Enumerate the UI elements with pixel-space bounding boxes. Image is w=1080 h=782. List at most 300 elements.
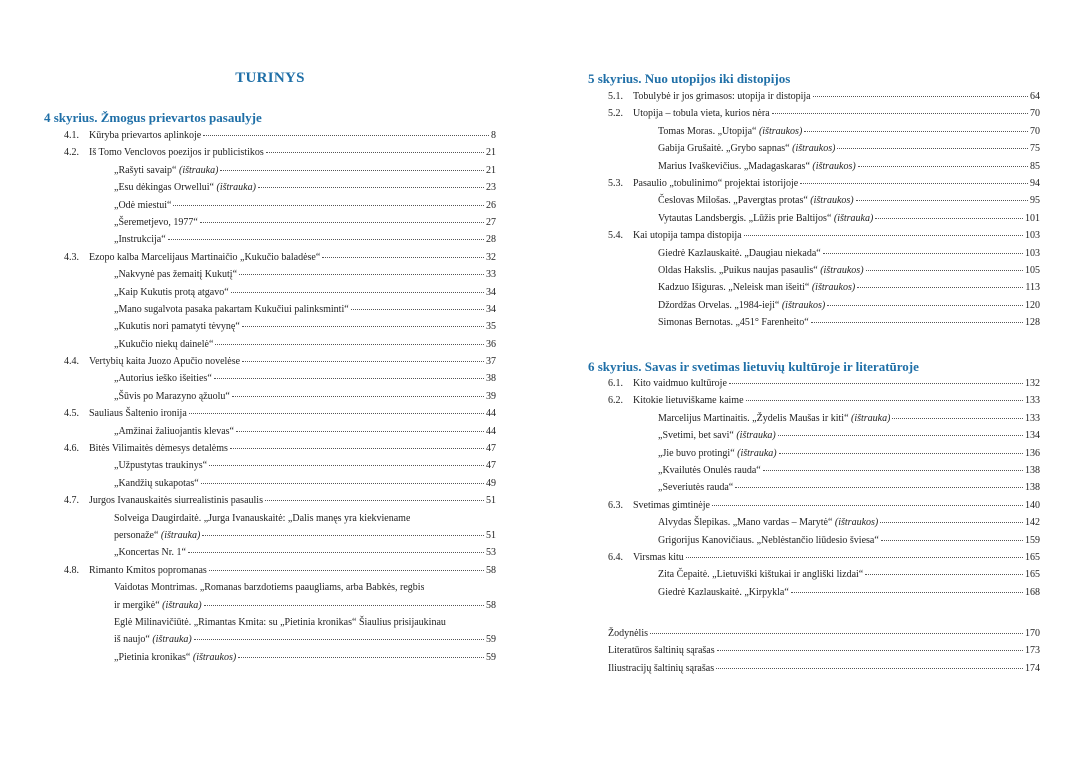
- toc-page-number: 26: [486, 199, 496, 211]
- toc-entry-note: (ištrauka): [736, 430, 776, 442]
- toc-entry[interactable]: [608, 479, 1040, 496]
- toc-entry[interactable]: [608, 140, 1040, 157]
- toc-entry[interactable]: [64, 440, 496, 457]
- toc-entry[interactable]: [64, 492, 496, 509]
- toc-page-number: 36: [486, 338, 496, 350]
- toc-entry-title: [633, 445, 777, 462]
- toc-entry[interactable]: [608, 375, 1040, 392]
- toc-page-number: 47: [486, 460, 496, 472]
- toc-entry[interactable]: [608, 410, 1040, 427]
- right-page: [540, 0, 1080, 782]
- toc-entry-number: 5.3.: [608, 177, 623, 189]
- toc-entry-title: [633, 479, 733, 496]
- toc-entry[interactable]: [608, 584, 1040, 601]
- toc-entry-text: Zita Čepaitė. „Lietuviški kištukai ir angliški lizdai“: [658, 569, 864, 581]
- toc-entry-title: [89, 214, 198, 231]
- toc-page-number: 34: [486, 303, 496, 315]
- dot-leader: [194, 639, 484, 640]
- toc-entry-text: Bitės Vilimaitės dėmesys detalėms: [89, 443, 228, 455]
- toc-entry-title: [633, 566, 863, 583]
- toc-entry-title: [89, 127, 201, 144]
- dot-leader: [779, 453, 1023, 454]
- toc-page-number: 44: [486, 408, 496, 420]
- toc-entry-title: [89, 649, 236, 666]
- toc-entry-title: [89, 197, 171, 214]
- toc-entry-note: (ištrauka): [737, 447, 777, 459]
- toc-page-number: 37: [486, 356, 496, 368]
- toc-page-number: 64: [1030, 91, 1040, 102]
- toc-entry-title: [89, 405, 187, 422]
- dot-leader: [729, 383, 1023, 384]
- toc-entry-text: Simonas Bernotas. „451° Farenheito“: [658, 317, 809, 329]
- toc-entry[interactable]: [608, 88, 1040, 105]
- toc-entry-number: 6.4.: [608, 551, 623, 563]
- toc-entry-title: [633, 297, 825, 314]
- toc-page-number: 33: [486, 269, 496, 281]
- toc-entry[interactable]: [608, 427, 1040, 444]
- toc-entry-title: [89, 475, 199, 492]
- toc-entry-number: 4.8.: [64, 564, 79, 576]
- dot-leader: [827, 305, 1023, 306]
- toc-page-number: 70: [1030, 125, 1040, 137]
- toc-entry-text: „Jie buvo protingi“: [658, 447, 738, 459]
- toc-entry-title: [633, 105, 770, 122]
- dot-leader: [231, 292, 484, 293]
- toc-entry-text: „Amžinai žaliuojantis klevas“: [114, 425, 234, 437]
- toc-entry[interactable]: [64, 179, 496, 196]
- toc-entry-text: Marius Ivaškevičius. „Madagaskaras“: [658, 160, 813, 172]
- toc-entry-note: (ištraukos): [810, 195, 854, 207]
- toc-entry-text: „Mano sugalvota pasaka pakartam Kukučiui palinksminti“: [114, 303, 349, 315]
- toc-entry-title: [633, 123, 802, 140]
- toc-entry-text: „Šūvis po Marazyno ąžuolu“: [114, 390, 230, 402]
- toc-entry[interactable]: [608, 297, 1040, 314]
- toc-entry[interactable]: [64, 457, 496, 474]
- toc-page-number: 138: [1025, 464, 1040, 476]
- toc-entry-text: Kitokie lietuviškame kaime: [633, 395, 744, 407]
- dot-leader: [866, 270, 1023, 271]
- dot-leader: [875, 218, 1023, 219]
- toc-entry-title: [633, 192, 854, 209]
- toc-entry-note: (ištrauka): [152, 634, 192, 646]
- toc-entry[interactable]: [64, 388, 496, 405]
- toc-entry[interactable]: [608, 262, 1040, 279]
- toc-entry-note: (ištraukos): [812, 160, 856, 172]
- toc-entry-title: [608, 660, 714, 677]
- dot-leader: [858, 166, 1028, 167]
- toc-entry-number: 4.4.: [64, 356, 79, 368]
- toc-page-number: 173: [1025, 645, 1040, 657]
- toc-entry-title: [89, 440, 228, 457]
- toc-entry-title: [633, 514, 878, 531]
- dot-leader: [209, 465, 484, 466]
- chapter-6-entries: [608, 375, 1040, 601]
- toc-entry-note: (ištraukos): [820, 264, 864, 276]
- toc-entry[interactable]: [608, 642, 1040, 659]
- dot-leader: [242, 326, 484, 327]
- toc-entry-title: [89, 370, 212, 387]
- dot-leader: [239, 274, 484, 275]
- toc-page-number: 75: [1030, 143, 1040, 155]
- toc-entry-text: Vertybių kaita Juozo Apučio novelėse: [89, 356, 241, 368]
- chapter-4-heading: 4 skyrius. Žmogus prievartos pasaulyje: [44, 110, 262, 125]
- dot-leader: [892, 418, 1023, 419]
- dot-leader: [265, 500, 484, 501]
- toc-entry-text: Solveiga Daugirdaitė. „Jurga Ivanauskaitė: „Dalis manęs yra kiekviename: [114, 512, 411, 524]
- toc-page-number: 168: [1025, 586, 1040, 598]
- toc-page-number: 132: [1025, 378, 1040, 389]
- toc-entry-text: Kai utopija tampa distopija: [633, 230, 742, 242]
- toc-entry[interactable]: [64, 318, 496, 335]
- dot-leader: [266, 152, 484, 153]
- toc-entry-text: Svetimas gimtinėje: [633, 499, 710, 511]
- toc-entry-text: „Odė miestui“: [114, 199, 172, 211]
- toc-page-number: 95: [1030, 195, 1040, 207]
- toc-page-number: 138: [1025, 482, 1040, 494]
- toc-entry-number: 4.5.: [64, 408, 79, 420]
- toc-page-number: 59: [486, 634, 496, 646]
- toc-entry-title: [633, 462, 761, 479]
- toc-entry[interactable]: [64, 144, 496, 161]
- dot-leader: [201, 483, 484, 484]
- toc-entry-title: [633, 158, 856, 175]
- toc-page-number: 105: [1025, 264, 1040, 276]
- toc-entry[interactable]: [608, 158, 1040, 175]
- toc-entry-title: [89, 249, 320, 266]
- toc-entry-text: Vaidotas Montrimas. „Romanas barzdotiems paaugliams, arba Babkės, regbis: [114, 582, 425, 594]
- toc-page-number: 53: [486, 547, 496, 559]
- toc-page-number: 21: [486, 164, 496, 176]
- toc-page-number: 170: [1025, 628, 1040, 639]
- toc-page-number: 140: [1025, 499, 1040, 511]
- toc-page-number: 133: [1025, 412, 1040, 424]
- toc-entry-title: [89, 457, 207, 474]
- toc-entry-title: [89, 597, 202, 614]
- toc-entry-text: Iš Tomo Venclovos poezijos ir publicistikos: [89, 147, 264, 159]
- toc-entry[interactable]: [64, 579, 496, 596]
- toc-entry-text: „Esu dėkingas Orwellui“: [114, 182, 217, 194]
- toc-entry[interactable]: [608, 566, 1040, 583]
- toc-entry[interactable]: [64, 284, 496, 301]
- toc-entry[interactable]: [64, 562, 496, 579]
- toc-page-number: 134: [1025, 430, 1040, 442]
- toc-entry-title: [633, 497, 710, 514]
- dot-leader: [203, 135, 489, 136]
- toc-entry[interactable]: [64, 614, 496, 631]
- toc-entry-text: Alvydas Šlepikas. „Mano vardas – Marytė“: [658, 517, 835, 529]
- toc-entry-number: 4.3.: [64, 251, 79, 263]
- toc-entry-title: [633, 549, 684, 566]
- toc-entry-note: (ištraukos): [811, 282, 856, 294]
- toc-entry-number: 6.1.: [608, 378, 623, 389]
- toc-entry-note: (ištrauka): [178, 164, 219, 176]
- toc-entry-text: „Severiutės rauda“: [658, 482, 734, 494]
- toc-entry-title: [633, 88, 811, 105]
- toc-entry-title: [89, 301, 349, 318]
- toc-entry[interactable]: [64, 597, 496, 614]
- toc-entry[interactable]: [608, 532, 1040, 549]
- toc-entry[interactable]: [608, 245, 1040, 262]
- toc-entry-text: „Užpustytas traukinys“: [114, 460, 208, 472]
- dot-leader: [823, 253, 1023, 254]
- toc-entry-text: „Kaip Kukutis protą atgavo“: [114, 286, 229, 298]
- toc-entry[interactable]: [64, 249, 496, 266]
- toc-entry-note: (ištrauka): [851, 412, 891, 424]
- toc-entry[interactable]: [64, 631, 496, 648]
- toc-entry-title: [89, 231, 166, 248]
- toc-entry-text: Utopija – tobula vieta, kurios nėra: [633, 108, 770, 120]
- toc-entry[interactable]: [608, 514, 1040, 531]
- toc-entry[interactable]: [608, 314, 1040, 331]
- toc-entry[interactable]: [64, 544, 496, 561]
- toc-entry[interactable]: [608, 123, 1040, 140]
- toc-page-number: 103: [1025, 247, 1040, 259]
- toc-entry[interactable]: [64, 162, 496, 179]
- toc-entry[interactable]: [608, 392, 1040, 409]
- toc-entry-text: „Instrukcija“: [114, 234, 166, 246]
- toc-entry-title: [633, 140, 835, 157]
- toc-page-number: 70: [1030, 108, 1040, 120]
- dot-leader: [168, 239, 484, 240]
- toc-entry[interactable]: [608, 227, 1040, 244]
- toc-page-number: 136: [1025, 447, 1040, 459]
- toc-entry-title: [89, 579, 424, 596]
- toc-entry-text: Kūryba prievartos aplinkoje: [89, 130, 202, 141]
- dot-leader: [778, 435, 1023, 436]
- toc-entry-title: [633, 279, 855, 296]
- toc-entry-text: Virsmas kitu: [633, 551, 684, 563]
- dot-leader: [772, 113, 1028, 114]
- toc-entry-title: [89, 162, 218, 179]
- toc-entry-text: Džordžas Orvelas. „1984-ieji“: [658, 299, 782, 311]
- toc-entry[interactable]: [608, 279, 1040, 296]
- toc-entry-text: Jurgos Ivanauskaitės siurrealistinis pasaulis: [89, 495, 263, 507]
- toc-page-number: 49: [486, 477, 496, 489]
- toc-entry[interactable]: [608, 625, 1040, 642]
- toc-entry-title: [89, 144, 264, 161]
- toc-entry[interactable]: [64, 127, 496, 144]
- toc-page-number: 44: [486, 425, 496, 437]
- toc-entry[interactable]: [64, 475, 496, 492]
- dot-leader: [791, 592, 1023, 593]
- toc-entry[interactable]: [64, 301, 496, 318]
- dot-leader: [880, 522, 1023, 523]
- dot-leader: [173, 205, 484, 206]
- toc-entry[interactable]: [608, 210, 1040, 227]
- dot-leader: [763, 470, 1023, 471]
- dot-leader: [351, 309, 484, 310]
- toc-entry[interactable]: [64, 336, 496, 353]
- dot-leader: [209, 570, 484, 571]
- toc-entry-text: Vytautas Landsbergis. „Lūžis prie Baltijos“: [658, 212, 834, 224]
- toc-entry-note: (ištraukos): [192, 651, 237, 663]
- toc-entry-text: Tobulybė ir jos grimasos: utopija ir distopija: [633, 91, 811, 102]
- dot-leader: [881, 540, 1023, 541]
- dot-leader: [650, 633, 1023, 634]
- toc-entry-title: [608, 625, 648, 642]
- toc-entry-title: [89, 614, 446, 631]
- toc-entry-text: Žodynėlis: [608, 628, 648, 639]
- toc-entry[interactable]: [608, 192, 1040, 209]
- toc-entry-text: Grigorijus Kanovičiaus. „Neblėstančio liūdesio šviesa“: [658, 534, 879, 546]
- toc-entry-title: [633, 584, 789, 601]
- toc-entry[interactable]: [64, 649, 496, 666]
- toc-entry-text: Česlovas Milošas. „Pavergtas protas“: [658, 195, 811, 207]
- toc-entry-number: 6.2.: [608, 395, 623, 407]
- toc-entry-text: Giedrė Kazlauskaitė. „Kirpykla“: [658, 586, 789, 598]
- toc-page-number: 133: [1025, 395, 1040, 407]
- toc-entry-title: [89, 492, 263, 509]
- toc-page-number: 47: [486, 443, 496, 455]
- toc-entry-text: Gabija Grušaitė. „Grybo sapnas“: [658, 143, 793, 155]
- toc-entry-text: Rimanto Kmitos popromanas: [89, 564, 207, 576]
- dot-leader: [746, 400, 1023, 401]
- toc-entry[interactable]: [64, 197, 496, 214]
- toc-entry[interactable]: [64, 266, 496, 283]
- toc-entry-title: [89, 318, 240, 335]
- dot-leader: [238, 657, 484, 658]
- dot-leader: [837, 148, 1028, 149]
- toc-page-number: 85: [1030, 160, 1040, 172]
- toc-entry-note: (ištrauka): [216, 182, 256, 194]
- toc-entry-text: Kito vaidmuo kultūroje: [633, 378, 727, 389]
- toc-entry-text: Tomas Moras. „Utopija“: [658, 125, 759, 137]
- dot-leader: [717, 650, 1023, 651]
- toc-entry-number: 5.2.: [608, 108, 623, 120]
- dot-leader: [188, 552, 484, 553]
- toc-entry-note: (ištrauka): [833, 212, 874, 224]
- dot-leader: [813, 96, 1028, 97]
- chapter-4-entries: [64, 127, 496, 666]
- toc-entry-text: „Rašyti savaip“: [114, 164, 179, 176]
- toc-entry-title: [89, 284, 229, 301]
- toc-entry-text: „Autorius ieško išeities“: [114, 373, 212, 385]
- toc-entry-title: [89, 527, 200, 544]
- dot-leader: [232, 396, 484, 397]
- toc-entry-title: [633, 210, 873, 227]
- toc-entry-text: „Kukutis nori pamatyti tėvynę“: [114, 321, 240, 333]
- toc-page-number: 8: [491, 130, 496, 141]
- toc-page-number: 51: [486, 495, 496, 507]
- toc-entry-title: [633, 227, 742, 244]
- toc-page-number: 101: [1025, 212, 1040, 224]
- toc-entry[interactable]: [64, 510, 496, 527]
- toc-entry-number: 4.6.: [64, 443, 79, 455]
- toc-entry-title: [89, 423, 234, 440]
- toc-entry[interactable]: [64, 214, 496, 231]
- toc-entry-text: Sauliaus Šaltenio ironija: [89, 408, 187, 420]
- toc-entry-title: [89, 266, 237, 283]
- toc-page-number: 113: [1025, 282, 1040, 294]
- dot-leader: [712, 505, 1023, 506]
- toc-entry-text: „Svetimi, bet savi“: [658, 430, 737, 442]
- toc-page-number: 59: [486, 651, 496, 663]
- toc-entry-text: Ezopo kalba Marcelijaus Martinaičio „Kukučio baladėse“: [89, 251, 321, 263]
- chapter-5-heading: 5 skyrius. Nuo utopijos iki distopijos: [588, 71, 791, 86]
- dot-leader: [811, 322, 1023, 323]
- appendix-entries: [608, 625, 1040, 677]
- toc-entry-text: „Kandžių sukapotas“: [114, 477, 199, 489]
- toc-entry-text: Kadzuo Išiguras. „Neleisk man išeiti“: [658, 282, 812, 294]
- chapter-5-entries: [608, 88, 1040, 331]
- dot-leader: [865, 574, 1023, 575]
- toc-entry-title: [633, 262, 864, 279]
- toc-entry[interactable]: [608, 660, 1040, 677]
- toc-entry[interactable]: [608, 105, 1040, 122]
- dot-leader: [804, 131, 1028, 132]
- toc-entry-text: Marcelijus Martinaitis. „Žydelis Maušas ir kiti“: [658, 412, 852, 424]
- toc-page-number: 94: [1030, 177, 1040, 189]
- toc-page-number: 23: [486, 182, 496, 194]
- dot-leader: [200, 222, 484, 223]
- toc-entry-note: (ištraukos): [758, 125, 803, 137]
- toc-entry-number: 4.7.: [64, 495, 79, 507]
- toc-entry-text: „Nakvynė pas žemaitį Kukutį“: [114, 269, 238, 281]
- toc-entry-text: ir mergikė“: [114, 599, 163, 611]
- toc-entry-note: (ištraukos): [781, 299, 826, 311]
- toc-page-number: 174: [1025, 662, 1040, 674]
- toc-entry-number: 4.2.: [64, 147, 79, 159]
- toc-entry-text: Iliustracijų šaltinių sąrašas: [608, 662, 715, 674]
- toc-entry[interactable]: [608, 549, 1040, 566]
- toc-entry-title: [89, 353, 240, 370]
- dot-leader: [322, 257, 484, 258]
- toc-entry-title: [633, 427, 776, 444]
- dot-leader: [857, 287, 1023, 288]
- toc-entry-title: [89, 336, 213, 353]
- toc-entry[interactable]: [64, 423, 496, 440]
- toc-entry[interactable]: [608, 462, 1040, 479]
- toc-entry-text: „Šeremetjevo, 1977“: [114, 216, 198, 228]
- toc-entry[interactable]: [64, 405, 496, 422]
- toc-entry-title: [633, 532, 879, 549]
- toc-entry-number: 5.1.: [608, 91, 623, 102]
- toc-entry[interactable]: [608, 445, 1040, 462]
- dot-leader: [189, 413, 484, 414]
- toc-entry-text: Eglė Milinavičiūtė. „Rimantas Kmita: su „Pietinia kronikas“ Šiaulius prisijaukinau: [114, 616, 446, 628]
- toc-entry-title: [89, 510, 410, 527]
- dot-leader: [744, 235, 1023, 236]
- toc-page-number: 58: [486, 564, 496, 576]
- toc-entry[interactable]: [608, 175, 1040, 192]
- toc-title: TURINYS: [235, 70, 305, 86]
- toc-entry-title: [608, 642, 715, 659]
- dot-leader: [230, 448, 484, 449]
- toc-entry[interactable]: [64, 353, 496, 370]
- toc-page-number: 142: [1025, 517, 1040, 529]
- dot-leader: [716, 668, 1023, 669]
- toc-entry-text: „Koncertas Nr. 1“: [114, 547, 186, 559]
- toc-entry[interactable]: [64, 231, 496, 248]
- chapter-6-heading: 6 skyrius. Savas ir svetimas lietuvių kultūroje ir literatūroje: [588, 359, 919, 374]
- toc-entry[interactable]: [64, 527, 496, 544]
- dot-leader: [220, 170, 484, 171]
- dot-leader: [204, 605, 484, 606]
- toc-page-number: 27: [486, 216, 496, 228]
- toc-entry-number: 5.4.: [608, 230, 623, 242]
- toc-entry[interactable]: [64, 370, 496, 387]
- toc-entry-title: [633, 245, 821, 262]
- toc-entry-title: [633, 375, 727, 392]
- toc-entry-title: [89, 562, 207, 579]
- toc-entry[interactable]: [608, 497, 1040, 514]
- toc-entry-title: [633, 175, 798, 192]
- toc-page-number: 103: [1025, 230, 1040, 242]
- toc-page-number: 35: [486, 321, 496, 333]
- toc-entry-note: (ištrauka): [162, 599, 202, 611]
- toc-entry-text: Pasaulio „tobulinimo“ projektai istorijoje: [633, 177, 799, 189]
- toc-entry-text: personaže“: [114, 529, 161, 541]
